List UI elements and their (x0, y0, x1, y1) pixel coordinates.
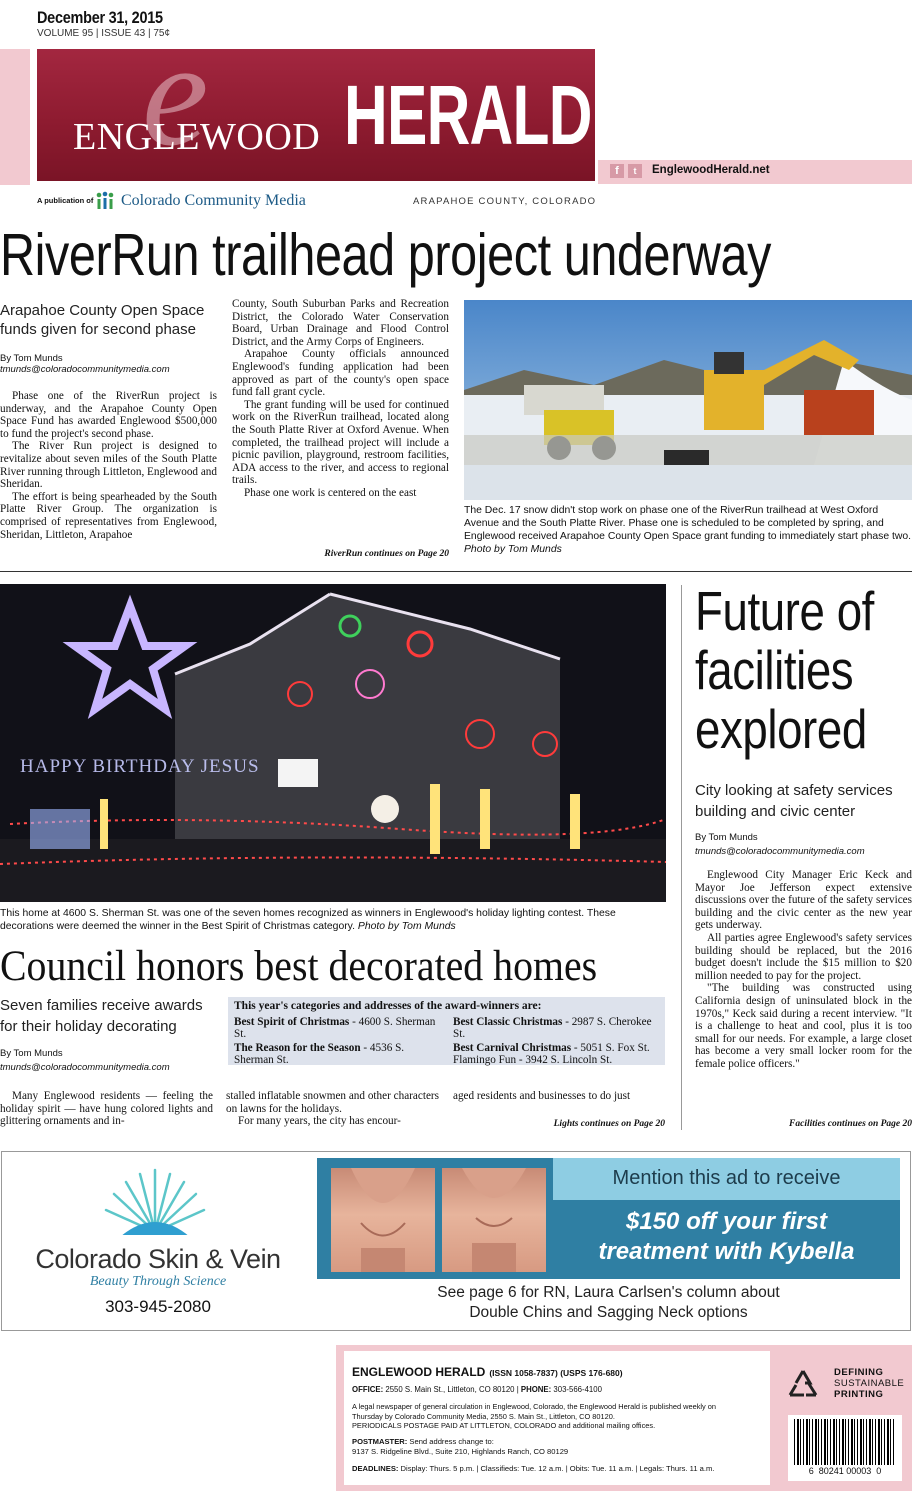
postmaster-value: Send address change to: (409, 1437, 494, 1446)
construction-photo (464, 300, 912, 500)
infobox-deadlines (352, 1464, 772, 1473)
twitter-icon[interactable]: t (628, 164, 642, 178)
barcode-bars (794, 1419, 896, 1465)
story2-para: For many years, the city has encour- (238, 1115, 401, 1128)
awards-title: This year's categories and addresses of the award-winners are: (234, 1000, 542, 1012)
postmaster-address: 9137 S. Ridgeline Blvd., Suite 210, Highlands Ranch, CO 80129 (352, 1447, 569, 1456)
story2-email[interactable]: tmunds@coloradocommunitymedia.com (0, 1062, 170, 1073)
award-address: - 4600 S. Sherman St. (234, 1016, 436, 1041)
holiday-lights-photo (0, 584, 666, 902)
story1-headline[interactable]: RiverRun trailhead project underway (0, 222, 772, 288)
award-item (453, 1016, 658, 1041)
website-bar[interactable] (598, 160, 912, 184)
infobox-periodicals: PERIODICALS POSTAGE PAID AT LITTLETON, COLORADO and additional mailing offices. (352, 1421, 656, 1430)
offer-line-2: treatment with Kybella (598, 1238, 855, 1265)
award-address: - 2987 S. Cherokee St. (453, 1016, 652, 1041)
story2-deck: Seven families receive awards for their holiday decorating (0, 997, 203, 1035)
masthead-name-right: HERALD (344, 68, 592, 162)
before-photo (331, 1168, 435, 1272)
awards-box (228, 997, 665, 1065)
story2-para: stalled inflatable snowmen and other characters on lawns for the holidays. (226, 1090, 439, 1115)
postmaster-label: POSTMASTER: (352, 1437, 408, 1446)
story1-para: The effort is being spearheaded by the South Platte River Group. The organization is comprised of representatives from Englewood, Sheridan, Littleton, Arapahoe (0, 490, 217, 541)
story1-deck: Arapahoe County Open Space funds given for second phase (0, 302, 205, 338)
phone-value: 303-566-4100 (553, 1385, 602, 1394)
story2-headline[interactable]: Council honors best decorated homes (0, 943, 598, 990)
infobox-panel (344, 1351, 770, 1485)
story3-para: "The building was constructed using California design of uninsulated block in the 1970s," Keck said during a recent interview. "It is a challenge to heat and cool, plus it is too small for our needs. For example, a large closet has become a very small locker room for the female police officers." (695, 982, 912, 1070)
story2-para: aged residents and businesses to do just (453, 1090, 631, 1102)
construction-photo-credit: Photo by Tom Munds (464, 544, 562, 555)
lights-sign-text: HAPPY BIRTHDAY JESUS (20, 756, 260, 777)
website-link[interactable]: EnglewoodHerald.net (652, 164, 770, 176)
ad-phone[interactable]: 303-945-2080 (105, 1297, 211, 1316)
ad-box[interactable] (1, 1151, 911, 1331)
story1-email[interactable]: tmunds@coloradocommunitymedia.com (0, 364, 170, 375)
ad-footer-line-1: See page 6 for RN, Laura Carlsen's column about (437, 1284, 780, 1301)
barcode-number: 6 80241 00003 0 (808, 1466, 882, 1476)
recycle-icon (786, 1369, 820, 1399)
publication-of: A publication of (37, 196, 94, 205)
lights-photo-credit: Photo by Tom Munds (357, 921, 456, 932)
office-label: OFFICE: (352, 1385, 384, 1394)
award-item (234, 1042, 444, 1067)
story3-deck: City looking at safety services building and civic center (695, 782, 893, 820)
issue-date: December 31, 2015 (37, 8, 163, 27)
award-category: The Reason for the Season (234, 1042, 361, 1054)
office-value: 2550 S. Main St., Littleton, CO 80120 (385, 1385, 515, 1394)
infobox-postmaster (352, 1437, 767, 1457)
award-category: Best Classic Christmas (453, 1016, 563, 1028)
publisher-name: Colorado Community Media (121, 192, 306, 209)
award-category: Best Spirit of Christmas (234, 1016, 350, 1028)
story3-headline[interactable]: Future of facilities explored (695, 580, 874, 760)
infobox (336, 1345, 912, 1491)
award-item (234, 1016, 444, 1041)
construction-caption (464, 504, 912, 556)
ad-footer-line-2: Double Chins and Sagging Neck options (469, 1304, 748, 1321)
lights-caption-text: This home at 4600 S. Sherman St. was one of the seven homes recognized as winners in Englewood's holiday lighting contest. These decorations were deemed the winner in the Best Spirit of Christmas category. (0, 908, 616, 932)
facebook-icon[interactable]: f (610, 164, 624, 178)
award-item (453, 1042, 663, 1054)
infobox-heading (352, 1363, 623, 1381)
ad-brand: Colorado Skin & Vein (35, 1244, 281, 1274)
sunburst-icon (100, 1162, 210, 1247)
story1-para: The grant funding will be used for continued work on the RiverRun trailhead, located along the South Platte River at Oxford Avenue. When completed, the trailhead project will include a picnic pavilion, playground, restroom facilities, ADA access to the river, and access to regional trails. (232, 398, 449, 487)
award-item (453, 1054, 663, 1066)
award-address: Flamingo Fun - 3942 S. Lincoln St. (453, 1054, 613, 1066)
masthead-logo-letter: e (142, 11, 209, 177)
story2-col1 (0, 1090, 213, 1128)
story1-jump[interactable]: RiverRun continues on Page 20 (324, 549, 449, 559)
story2-col3 (453, 1090, 665, 1103)
story2-byline: By Tom Munds (0, 1048, 63, 1059)
infobox-office: OFFICE: 2550 S. Main St., Littleton, CO 80120 | PHONE: 303-566-4100 (352, 1385, 602, 1394)
story1-para: County, South Suburban Parks and Recreation District, the Colorado Water Conservation Board, Urban Drainage and Flood Control District, and the Army Corps of Engineers. (232, 298, 449, 348)
offer-top-text: Mention this ad to receive (612, 1167, 841, 1189)
infobox-legal: A legal newspaper of general circulation in Englewood, Colorado, the Englewood Herald is published weekly on Thursday by Colorado Community Media, 2550 S. Main St., Littleton, CO 80120. (352, 1402, 717, 1421)
story3-para: All parties agree Englewood's safety services building should be replaced, but the 2016 budget doesn't include the $15 million to $20 million needed to pay for the project. (695, 931, 912, 982)
ccm-logo-icon (94, 191, 116, 211)
award-address: - 5051 S. Fox St. (571, 1042, 650, 1054)
recycle-line-3: PRINTING (834, 1389, 884, 1400)
phone-label: PHONE: (520, 1385, 552, 1394)
story1-para: Phase one work is centered on the east (244, 486, 417, 499)
story1-para: Arapahoe County officials announced Englewood's funding application had been approved as part of the county's open space fund fall grant cycle. (232, 348, 449, 399)
ad-offer-panel (317, 1158, 900, 1279)
construction-caption-text: The Dec. 17 snow didn't stop work on phase one of the RiverRun trailhead at West Oxford Avenue and the South Platte River. Phase one is scheduled to be completed by spring, and Englewood received Arapahoe County Open Space grant funding to immediately start phase two. (464, 505, 912, 542)
story1-para: The River Run project is designed to revitalize about seven miles of the South Platte River running through Littleton, Englewood and Sheridan. (0, 440, 217, 491)
issue-line: VOLUME 95 | ISSUE 43 | 75¢ (37, 28, 171, 39)
recycle-line-2: SUSTAINABLE (834, 1378, 905, 1389)
masthead-name-left: ENGLEWOOD (73, 116, 321, 158)
story1-col2 (232, 298, 449, 500)
after-photo (442, 1168, 546, 1272)
story3-para: Englewood City Manager Eric Keck and Mayor Joe Jefferson expect extensive discussions over the future of the safety services building and the civic center as the new year gets underway. (695, 869, 912, 932)
section-divider (0, 571, 912, 572)
story2-para: Many Englewood residents — feeling the holiday spirit — have hung colored lights and glittering ornaments and in- (0, 1090, 213, 1128)
barcode (788, 1415, 902, 1481)
story1-byline: By Tom Munds (0, 353, 63, 364)
story2-col2 (226, 1090, 439, 1128)
recycle-line-1: DEFINING (834, 1367, 884, 1378)
story1-para: Phase one of the RiverRun project is underway, and the Arapahoe County Open Space Fund has awarded Englewood $500,000 to fund the project's second phase. (0, 390, 217, 440)
deadlines-label: DEADLINES: (352, 1464, 399, 1473)
story3-email[interactable]: tmunds@coloradocommunitymedia.com (695, 846, 865, 857)
award-address: - 4536 S. Sherman St. (234, 1042, 405, 1067)
ad-tagline: Beauty Through Science (89, 1274, 227, 1289)
deadlines-value: Display: Thurs. 5 p.m. | Classifieds: Tue. 12 a.m. | Obits: Tue. 11 a.m. | Legals: Thurs. 11 a.m. (400, 1464, 715, 1473)
infobox-issn: (ISSN 1058-7837) (USPS 176-680) (489, 1368, 623, 1378)
pink-strip-left (0, 49, 30, 185)
offer-top-band (553, 1158, 900, 1200)
region-label: ARAPAHOE COUNTY, COLORADO (413, 196, 597, 207)
story3-body (695, 869, 912, 1071)
lights-caption (0, 907, 666, 933)
story2-jump[interactable]: Lights continues on Page 20 (553, 1119, 665, 1129)
award-category: Best Carnival Christmas (453, 1042, 572, 1054)
offer-line-1: $150 off your first (626, 1208, 827, 1235)
infobox-title: ENGLEWOOD HERALD (352, 1365, 486, 1379)
story3-byline: By Tom Munds (695, 832, 758, 843)
story3-jump[interactable]: Facilities continues on Page 20 (789, 1119, 912, 1129)
recycle-label (834, 1367, 904, 1400)
column-divider (681, 585, 682, 1130)
story1-col1 (0, 390, 217, 541)
